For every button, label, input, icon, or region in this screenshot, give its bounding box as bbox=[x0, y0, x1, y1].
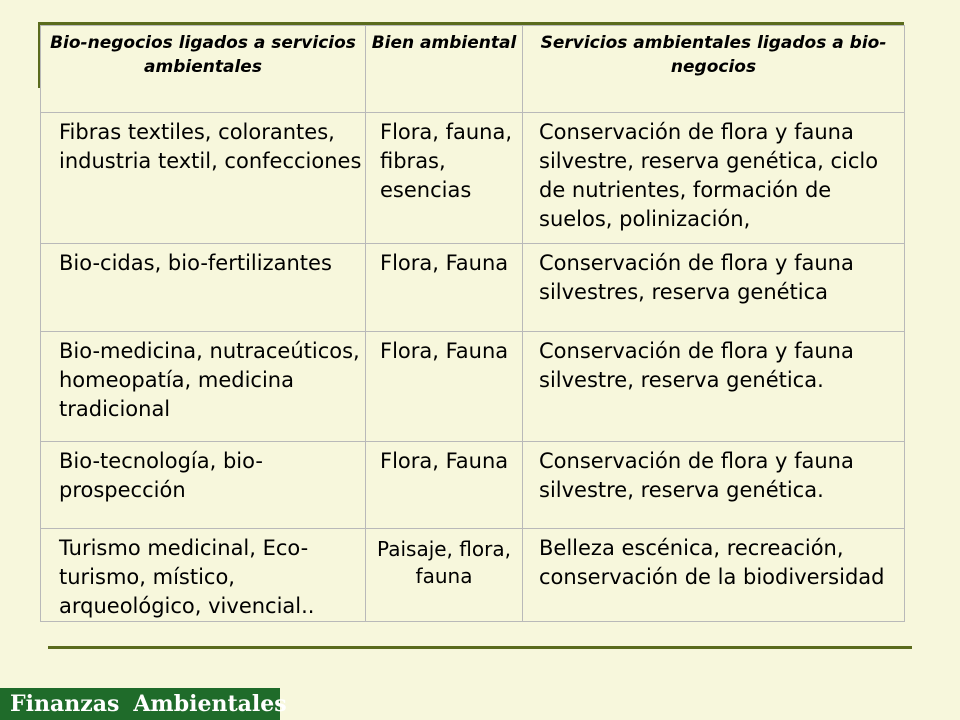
cell-servicios: Conservación de flora y fauna silvestre, reserva genética, ciclo de nutrientes, formación de suelos, polinización, bbox=[523, 113, 905, 244]
cell-bien-ambiental: Paisaje, flora, fauna bbox=[366, 529, 523, 622]
header-servicios-ambientales: Servicios ambientales ligados a bio-negocios bbox=[523, 26, 905, 113]
cell-bien-ambiental: Flora, Fauna bbox=[366, 244, 523, 332]
table-header-row bbox=[41, 26, 905, 113]
cell-servicios: Conservación de flora y fauna silvestres, reserva genética bbox=[523, 244, 905, 332]
cell-servicios: Belleza escénica, recreación, conservación de la biodiversidad bbox=[523, 529, 905, 622]
cell-bien-ambiental: Flora, Fauna bbox=[366, 332, 523, 442]
header-bio-negocios: Bio-negocios ligados a servicios ambientales bbox=[41, 26, 366, 113]
cell-servicios: Conservación de flora y fauna silvestre, reserva genética. bbox=[523, 332, 905, 442]
logo-word-finanzas: Finanzas bbox=[10, 691, 120, 717]
cell-bio-negocio: Fibras textiles, colorantes, industria textil, confecciones bbox=[41, 113, 366, 244]
cell-bio-negocio: Bio-medicina, nutraceúticos, homeopatía, medicina tradicional bbox=[41, 332, 366, 442]
table-row bbox=[41, 442, 905, 529]
cell-bio-negocio: Bio-cidas, bio-fertilizantes bbox=[41, 244, 366, 332]
table-row bbox=[41, 244, 905, 332]
cell-servicios: Conservación de flora y fauna silvestre, reserva genética. bbox=[523, 442, 905, 529]
cell-bio-negocio: Bio-tecnología, bio-prospección bbox=[41, 442, 366, 529]
cell-bien-ambiental: Flora, Fauna bbox=[366, 442, 523, 529]
bio-business-table bbox=[40, 25, 905, 622]
finanzas-ambientales-logo bbox=[0, 688, 287, 720]
bottom-divider-line bbox=[48, 646, 912, 649]
cell-bien-ambiental: Flora, fauna, fibras, esencias bbox=[366, 113, 523, 244]
header-bien-ambiental: Bien ambiental bbox=[366, 26, 523, 113]
table-row bbox=[41, 529, 905, 622]
cell-bio-negocio: Turismo medicinal, Eco-turismo, místico, arqueológico, vivencial.. bbox=[41, 529, 366, 622]
logo-word-ambientales: Ambientales bbox=[133, 691, 287, 717]
table-row bbox=[41, 332, 905, 442]
table-row bbox=[41, 113, 905, 244]
